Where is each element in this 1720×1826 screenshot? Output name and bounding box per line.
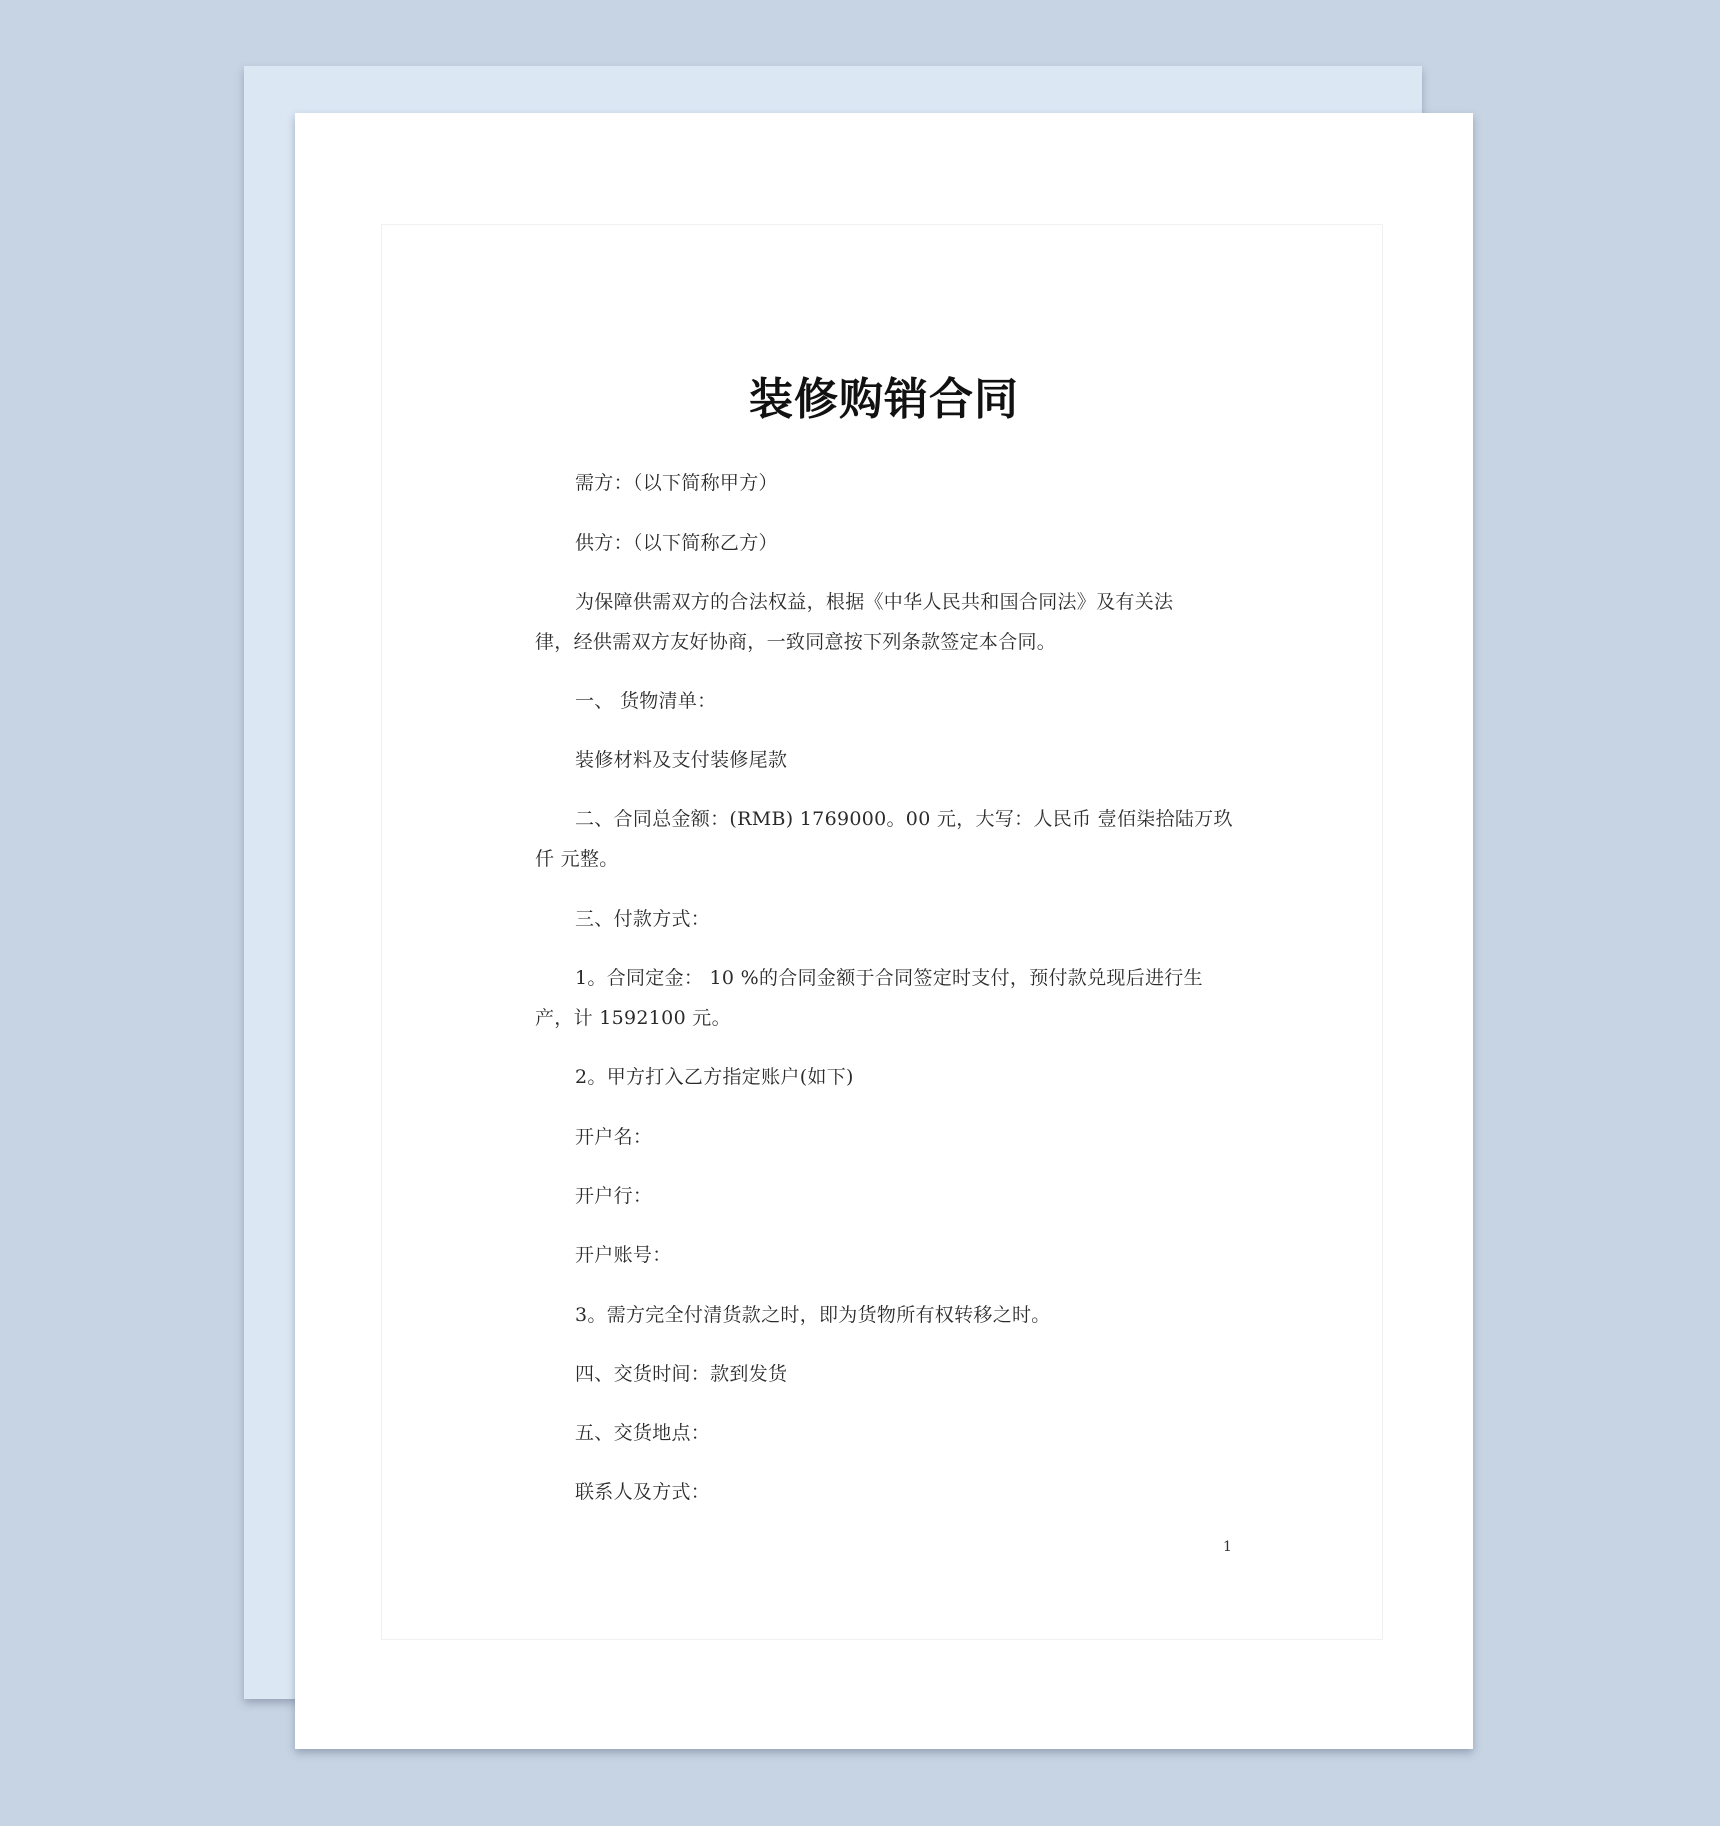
section-total-amount (535, 799, 1255, 879)
paragraph-line: 四、交货时间：款到发货 (575, 1363, 788, 1385)
paragraph-line: 律，经供需双方友好协商，一致同意按下列条款签定本合同。 (535, 631, 1057, 653)
paragraph-line: 开户名： (575, 1126, 653, 1148)
paragraph-line: 五、交货地点： (575, 1422, 711, 1444)
paragraph-deposit (535, 958, 1255, 1038)
section-goods-list-heading (535, 681, 1255, 721)
page-number: 1 (1223, 1539, 1232, 1555)
paragraph-line: 开户账号： (575, 1244, 672, 1266)
paragraph-line: 为保障供需双方的合法权益，根据《中华人民共和国合同法》及有关法 (575, 591, 1174, 613)
paragraph-supplier (535, 523, 1255, 563)
document-page (295, 113, 1473, 1749)
paragraph-ownership-transfer (535, 1295, 1255, 1335)
paragraph-preamble (535, 582, 1255, 662)
paragraph-buyer (535, 463, 1255, 503)
paragraph-line: 需方：（以下简称甲方） (575, 472, 778, 494)
field-account-number (535, 1235, 1255, 1275)
field-account-name (535, 1117, 1255, 1157)
paragraph-line: 供方：（以下简称乙方） (575, 532, 778, 554)
paragraph-line: 1。合同定金： 10 %的合同金额于合同签定时支付，预付款兑现后进行生 (575, 967, 1203, 989)
document-title: 装修购销合同 (749, 374, 1019, 425)
paragraph-goods-item (535, 740, 1255, 780)
field-contact-person (535, 1472, 1255, 1512)
paragraph-line: 一、 货物清单： (575, 690, 717, 712)
paragraph-line: 2。甲方打入乙方指定账户(如下) (575, 1066, 854, 1088)
section-delivery-time (535, 1354, 1255, 1394)
paragraph-line: 联系人及方式： (575, 1481, 711, 1503)
section-delivery-place (535, 1413, 1255, 1453)
paragraph-line: 开户行： (575, 1185, 653, 1207)
paragraph-line: 3。需方完全付清货款之时，即为货物所有权转移之时。 (575, 1304, 1051, 1326)
paragraph-account-transfer (535, 1057, 1255, 1097)
section-payment-method-heading (535, 899, 1255, 939)
field-bank (535, 1176, 1255, 1216)
paragraph-line: 二、合同总金额：(RMB) 1769000。00 元，大写：人民币 壹佰柒拾陆万玖 (575, 808, 1233, 830)
paragraph-line: 三、付款方式： (575, 908, 711, 930)
paragraph-line: 仟 元整。 (535, 848, 619, 870)
paragraph-line: 产，计 1592100 元。 (535, 1007, 731, 1029)
paragraph-line: 装修材料及支付装修尾款 (575, 749, 788, 771)
